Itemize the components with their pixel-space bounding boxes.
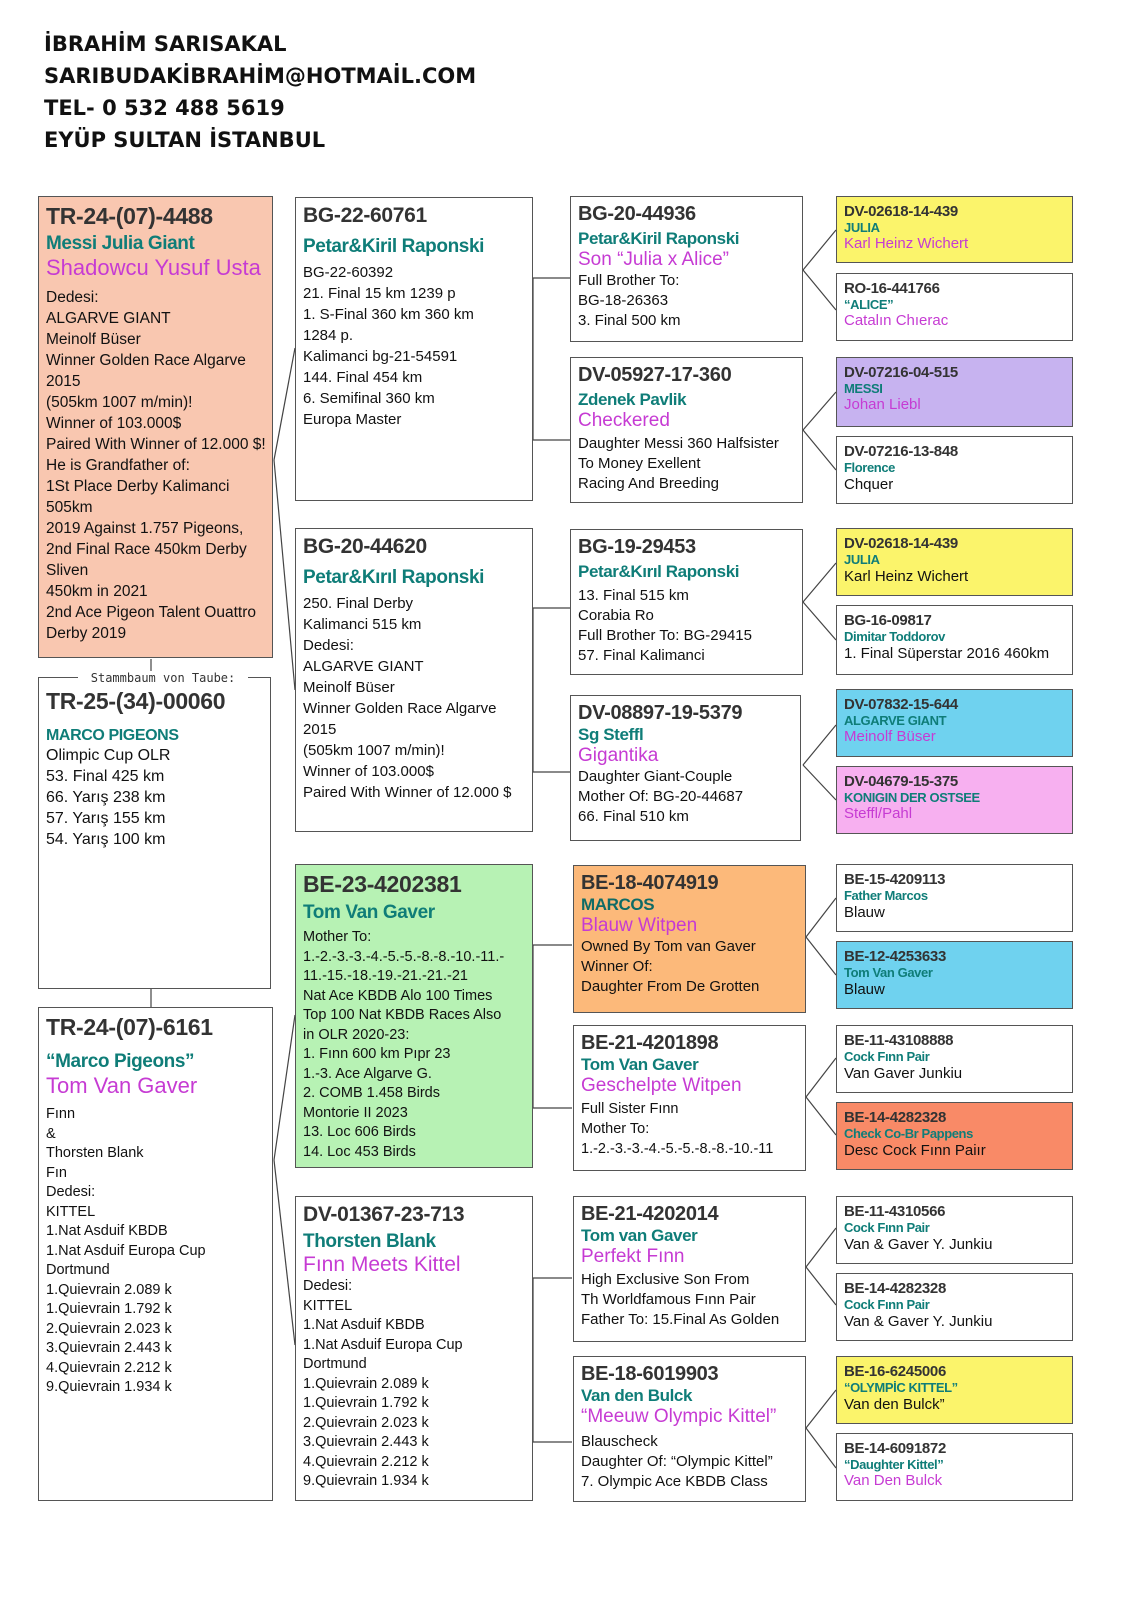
pigeon-description: Van den Bulck” (844, 1396, 945, 1413)
ring-number: DV-01367-23-713 (303, 1203, 465, 1226)
breeder-name: ALGARVE GIANT (844, 713, 947, 728)
pigeon-description: Daughter Messi 360 Halfsister To Money Exellent Racing And Breeding (578, 435, 779, 492)
breeder-name: JULIA (844, 552, 880, 567)
breeder-name: KONIGIN DER OSTSEE (844, 790, 980, 805)
pigeon-name: Tom Van Gaver (46, 1073, 198, 1098)
ring-number: DV-07216-04-515 (844, 364, 958, 381)
pigeon-card-gen3 (836, 1102, 1073, 1170)
pigeon-name: Geschelpte Witpen (581, 1075, 742, 1096)
pigeon-name: Fınn Meets Kittel (303, 1253, 461, 1276)
pigeon-description: 250. Final Derby Kalimanci 515 km Dedesi: ALGARVE GIANT Meinolf Büser Winner Golden Race Algarve 2015 (505km 1007 m/min)! Winner of 103.000$ Paired With Winner of 12.000 $ (303, 595, 512, 801)
pigeon-card-gen3 (836, 357, 1073, 427)
pigeon-description: BG-22-60392 21. Final 15 km 1239 p 1. S-Final 360 km 360 km 1284 p. Kalimanci bg-21-54591 144. Final 454 km 6. Semifinal 360 km Europa Master (303, 264, 474, 428)
pigeon-card-gen3 (836, 766, 1073, 834)
ring-number: BG-19-29453 (578, 536, 696, 558)
ring-number: DV-04679-15-375 (844, 773, 958, 790)
ring-number: DV-07832-15-644 (844, 696, 958, 713)
pigeon-card-gen3 (836, 1196, 1073, 1264)
pigeon-description: Van & Gaver Y. Junkiu (844, 1236, 993, 1253)
stammbaum-label: Stammbaum von Taube: (78, 671, 248, 685)
pigeon-card-gen3 (836, 1025, 1073, 1093)
pigeon-card-gen3 (836, 941, 1073, 1009)
breeder-name: Check Co-Br Pappens (844, 1126, 973, 1141)
breeder-name: “Marco Pigeons” (46, 1051, 195, 1072)
ring-number: TR-25-(34)-00060 (46, 688, 226, 714)
ring-number: BG-16-09817 (844, 612, 932, 629)
pigeon-card-gen2 (573, 865, 806, 1013)
pigeon-card-gen3 (836, 605, 1073, 675)
breeder-name: Tom Van Gaver (303, 902, 435, 923)
ring-number: BE-21-4202014 (581, 1203, 719, 1225)
ring-number: DV-07216-13-848 (844, 443, 958, 460)
pigeon-card-gen2 (570, 357, 803, 503)
pigeon-card-gen3 (836, 1273, 1073, 1341)
pigeon-card-gen2 (573, 1196, 806, 1342)
pigeon-card-gen3 (836, 689, 1073, 757)
breeder-name: Van den Bulck (581, 1386, 693, 1405)
pigeon-card-dam (38, 1007, 273, 1501)
pigeon-description: Chquer (844, 476, 894, 493)
ring-number: BE-11-43108888 (844, 1032, 954, 1049)
pigeon-description: Van Gaver Junkiu (844, 1065, 963, 1082)
breeder-name: Zdenek Pavlik (578, 390, 687, 409)
pigeon-description: 13. Final 515 km Corabia Ro Full Brother To: BG-29415 57. Final Kalimanci (578, 587, 752, 664)
pigeon-card-gen2 (570, 529, 803, 675)
pigeon-name: Gigantika (578, 745, 659, 766)
ring-number: BE-12-4253633 (844, 948, 947, 965)
owner-email: SARIBUDAKİBRAHİM@HOTMAİL.COM (44, 64, 477, 88)
breeder-name: Tom Van Gaver (844, 965, 933, 980)
breeder-name: Sg Steffl (578, 725, 644, 744)
pigeon-card-gen3 (836, 273, 1073, 341)
pigeon-card-gen2 (573, 1356, 806, 1502)
pigeon-card-sibling (38, 677, 271, 989)
breeder-name: JULIA (844, 220, 880, 235)
pigeon-name: Son “Julia x Alice” (578, 249, 730, 270)
breeder-name: MESSI (844, 381, 883, 396)
pigeon-description: Dedesi: KITTEL 1.Nat Asduif KBDB 1.Nat Asduif Europa Cup Dortmund 1.Quievrain 2.089 k 1.Quievrain 1.792 k 2.Quievrain 2.023 k 3.Quievrain 2.443 k 4.Quievrain 2.212 k 9.Quievrain 1.934 k (303, 1278, 463, 1489)
ring-number: DV-08897-19-5379 (578, 702, 743, 724)
pigeon-card-gen3 (836, 1433, 1073, 1501)
pigeon-card-gen3 (836, 864, 1073, 932)
ring-number: BE-14-4282328 (844, 1109, 947, 1126)
pigeon-description: Desc Cock Fınn Paiır (844, 1142, 986, 1159)
ring-number: DV-02618-14-439 (844, 535, 958, 552)
breeder-name: Petar&Kırıl Raponski (578, 562, 740, 581)
pigeon-name: Van Den Bulck (844, 1472, 943, 1489)
breeder-name: Florence (844, 460, 895, 475)
pigeon-card-subject (38, 196, 273, 658)
pigeon-card-gen1 (295, 197, 533, 501)
pigeon-card-gen2 (570, 695, 801, 841)
ring-number: BE-15-4209113 (844, 871, 946, 888)
ring-number: BE-18-6019903 (581, 1363, 719, 1385)
ring-number: BG-20-44936 (578, 203, 696, 225)
pigeon-name: Blauw Witpen (581, 915, 698, 936)
pigeon-description: Blauw (844, 904, 885, 921)
pigeon-name: Karl Heinz Wichert (844, 235, 969, 252)
breeder-name: “OLYMPİC KITTEL” (844, 1380, 958, 1395)
pigeon-name: Checkered (578, 410, 670, 431)
ring-number: BG-22-60761 (303, 204, 427, 227)
breeder-name: MARCO PIGEONS (46, 727, 179, 744)
ring-number: BE-14-6091872 (844, 1440, 947, 1457)
pigeon-description: Dedesi: ALGARVE GIANT Meinolf Büser Winner Golden Race Algarve 2015 (505km 1007 m/min)! Winner of 103.000$ Paired With Winner of 12.000 $! He is Grandfather of: 1St Place Derby Kalimanci 505km 2019 Against 1.757 Pigeons, 2nd Final Race 450km Derby Sliven 450km in 2021 2nd Ace Pigeon Talent Ouattro Derby 2019 (46, 289, 266, 642)
breeder-name: “ALICE” (844, 297, 894, 312)
breeder-name: Petar&Kırıl Raponski (303, 567, 484, 588)
pigeon-card-gen1 (295, 864, 533, 1168)
ring-number: BE-16-6245006 (844, 1363, 947, 1380)
breeder-name: Thorsten Blank (303, 1231, 436, 1252)
pigeon-description: Karl Heinz Wichert (844, 568, 969, 585)
pigeon-description: Mother To: 1.-2.-3.-3.-4.-5.-5.-8.-8.-10.-11.- 11.-15.-18.-19.-21.-21.-21 Nat Ace KBDB Alo 100 Times Top 100 Nat KBDB Races Also in OLR 2020-23: 1. Fınn 600 km Pıpr 23 1.-3. Ace Algarve G. 2. COMB 1.458 Birds Montorie II 2023 13. Loc 606 Birds 14. Loc 453 Birds (303, 929, 505, 1160)
owner-phone: TEL- 0 532 488 5619 (44, 96, 285, 120)
pigeon-description: Daughter Giant-Couple Mother Of: BG-20-44687 66. Final 510 km (578, 768, 744, 825)
breeder-name: Dimitar Toddorov (844, 629, 945, 644)
pigeon-name: “Meeuw Olympic Kittel” (581, 1406, 777, 1427)
breeder-name: Petar&Kiril Raponski (303, 236, 484, 257)
pigeon-description: Full Brother To: BG-18-26363 3. Final 500 km (578, 272, 681, 329)
ring-number: BE-21-4201898 (581, 1032, 719, 1054)
pigeon-card-gen3 (836, 436, 1073, 504)
pigeon-card-gen3 (836, 528, 1073, 596)
ring-number: BE-18-4074919 (581, 872, 719, 894)
breeder-name: MARCOS (581, 895, 655, 914)
ring-number: TR-24-(07)-6161 (46, 1014, 213, 1040)
pigeon-card-gen2 (570, 196, 803, 342)
pigeon-card-gen1 (295, 1196, 533, 1501)
breeder-name: Tom van Gaver (581, 1226, 698, 1245)
pigeon-name: Catalın Chıerac (844, 312, 949, 329)
pigeon-card-gen1 (295, 528, 533, 832)
ring-number: BG-20-44620 (303, 535, 427, 558)
ring-number: RO-16-441766 (844, 280, 940, 297)
pigeon-description: 1. Final Süperstar 2016 460km (844, 645, 1050, 662)
breeder-name: Father Marcos (844, 888, 928, 903)
breeder-name: Cock Fınn Pair (844, 1297, 930, 1312)
pigeon-description: Blauscheck Daughter Of: “Olympic Kittel” 7. Olympic Ace KBDB Class (581, 1433, 773, 1490)
breeder-name: Cock Fınn Pair (844, 1049, 930, 1064)
pigeon-description: Blauw (844, 981, 885, 998)
ring-number: TR-24-(07)-4488 (46, 203, 213, 229)
pigeon-description: Fınn & Thorsten Blank Fın Dedesi: KITTEL 1.Nat Asduif KBDB 1.Nat Asduif Europa Cup Dortmund 1.Quievrain 2.089 k 1.Quievrain 1.792 k 2.Quievrain 2.023 k 3.Quievrain 2.443 k 4.Quievrain 2.212 k 9.Quievrain 1.934 k (46, 1106, 206, 1395)
pigeon-description: Van & Gaver Y. Junkiu (844, 1313, 993, 1330)
pigeon-name: Steffl/Pahl (844, 805, 913, 822)
breeder-name: Cock Fınn Pair (844, 1220, 930, 1235)
pigeon-name: Perfekt Fınn (581, 1246, 685, 1267)
ring-number: BE-23-4202381 (303, 871, 462, 897)
pigeon-card-gen3 (836, 1356, 1073, 1424)
breeder-name: Petar&Kiril Raponski (578, 229, 740, 248)
pigeon-name: Shadowcu Yusuf Usta (46, 255, 261, 280)
pigeon-description: Owned By Tom van Gaver Winner Of: Daughter From De Grotten (581, 938, 760, 995)
ring-number: DV-05927-17-360 (578, 364, 732, 386)
breeder-name: Tom Van Gaver (581, 1055, 699, 1074)
pigeon-name: Johan Liebl (844, 396, 921, 413)
breeder-name: “Daughter Kittel” (844, 1457, 944, 1472)
pigeon-name: Meinolf Büser (844, 728, 936, 745)
owner-name: İBRAHİM SARISAKAL (44, 32, 287, 56)
owner-location: EYÜP SULTAN İSTANBUL (44, 128, 326, 152)
breeder-name: Messi Julia Giant (46, 233, 195, 254)
ring-number: BE-11-4310566 (844, 1203, 946, 1220)
ring-number: BE-14-4282328 (844, 1280, 947, 1297)
ring-number: DV-02618-14-439 (844, 203, 958, 220)
pigeon-description: Olimpic Cup OLR 53. Final 425 km 66. Yarış 238 km 57. Yarış 155 km 54. Yarış 100 km (46, 747, 171, 848)
pigeon-card-gen2 (573, 1025, 806, 1171)
pigeon-description: Full Sister Fınn Mother To: 1.-2.-3.-3.-4.-5.-5.-8.-8.-10.-11 (581, 1101, 774, 1157)
pigeon-description: High Exclusive Son From Th Worldfamous Fınn Pair Father To: 15.Final As Golden (581, 1271, 780, 1328)
pigeon-card-gen3 (836, 196, 1073, 263)
